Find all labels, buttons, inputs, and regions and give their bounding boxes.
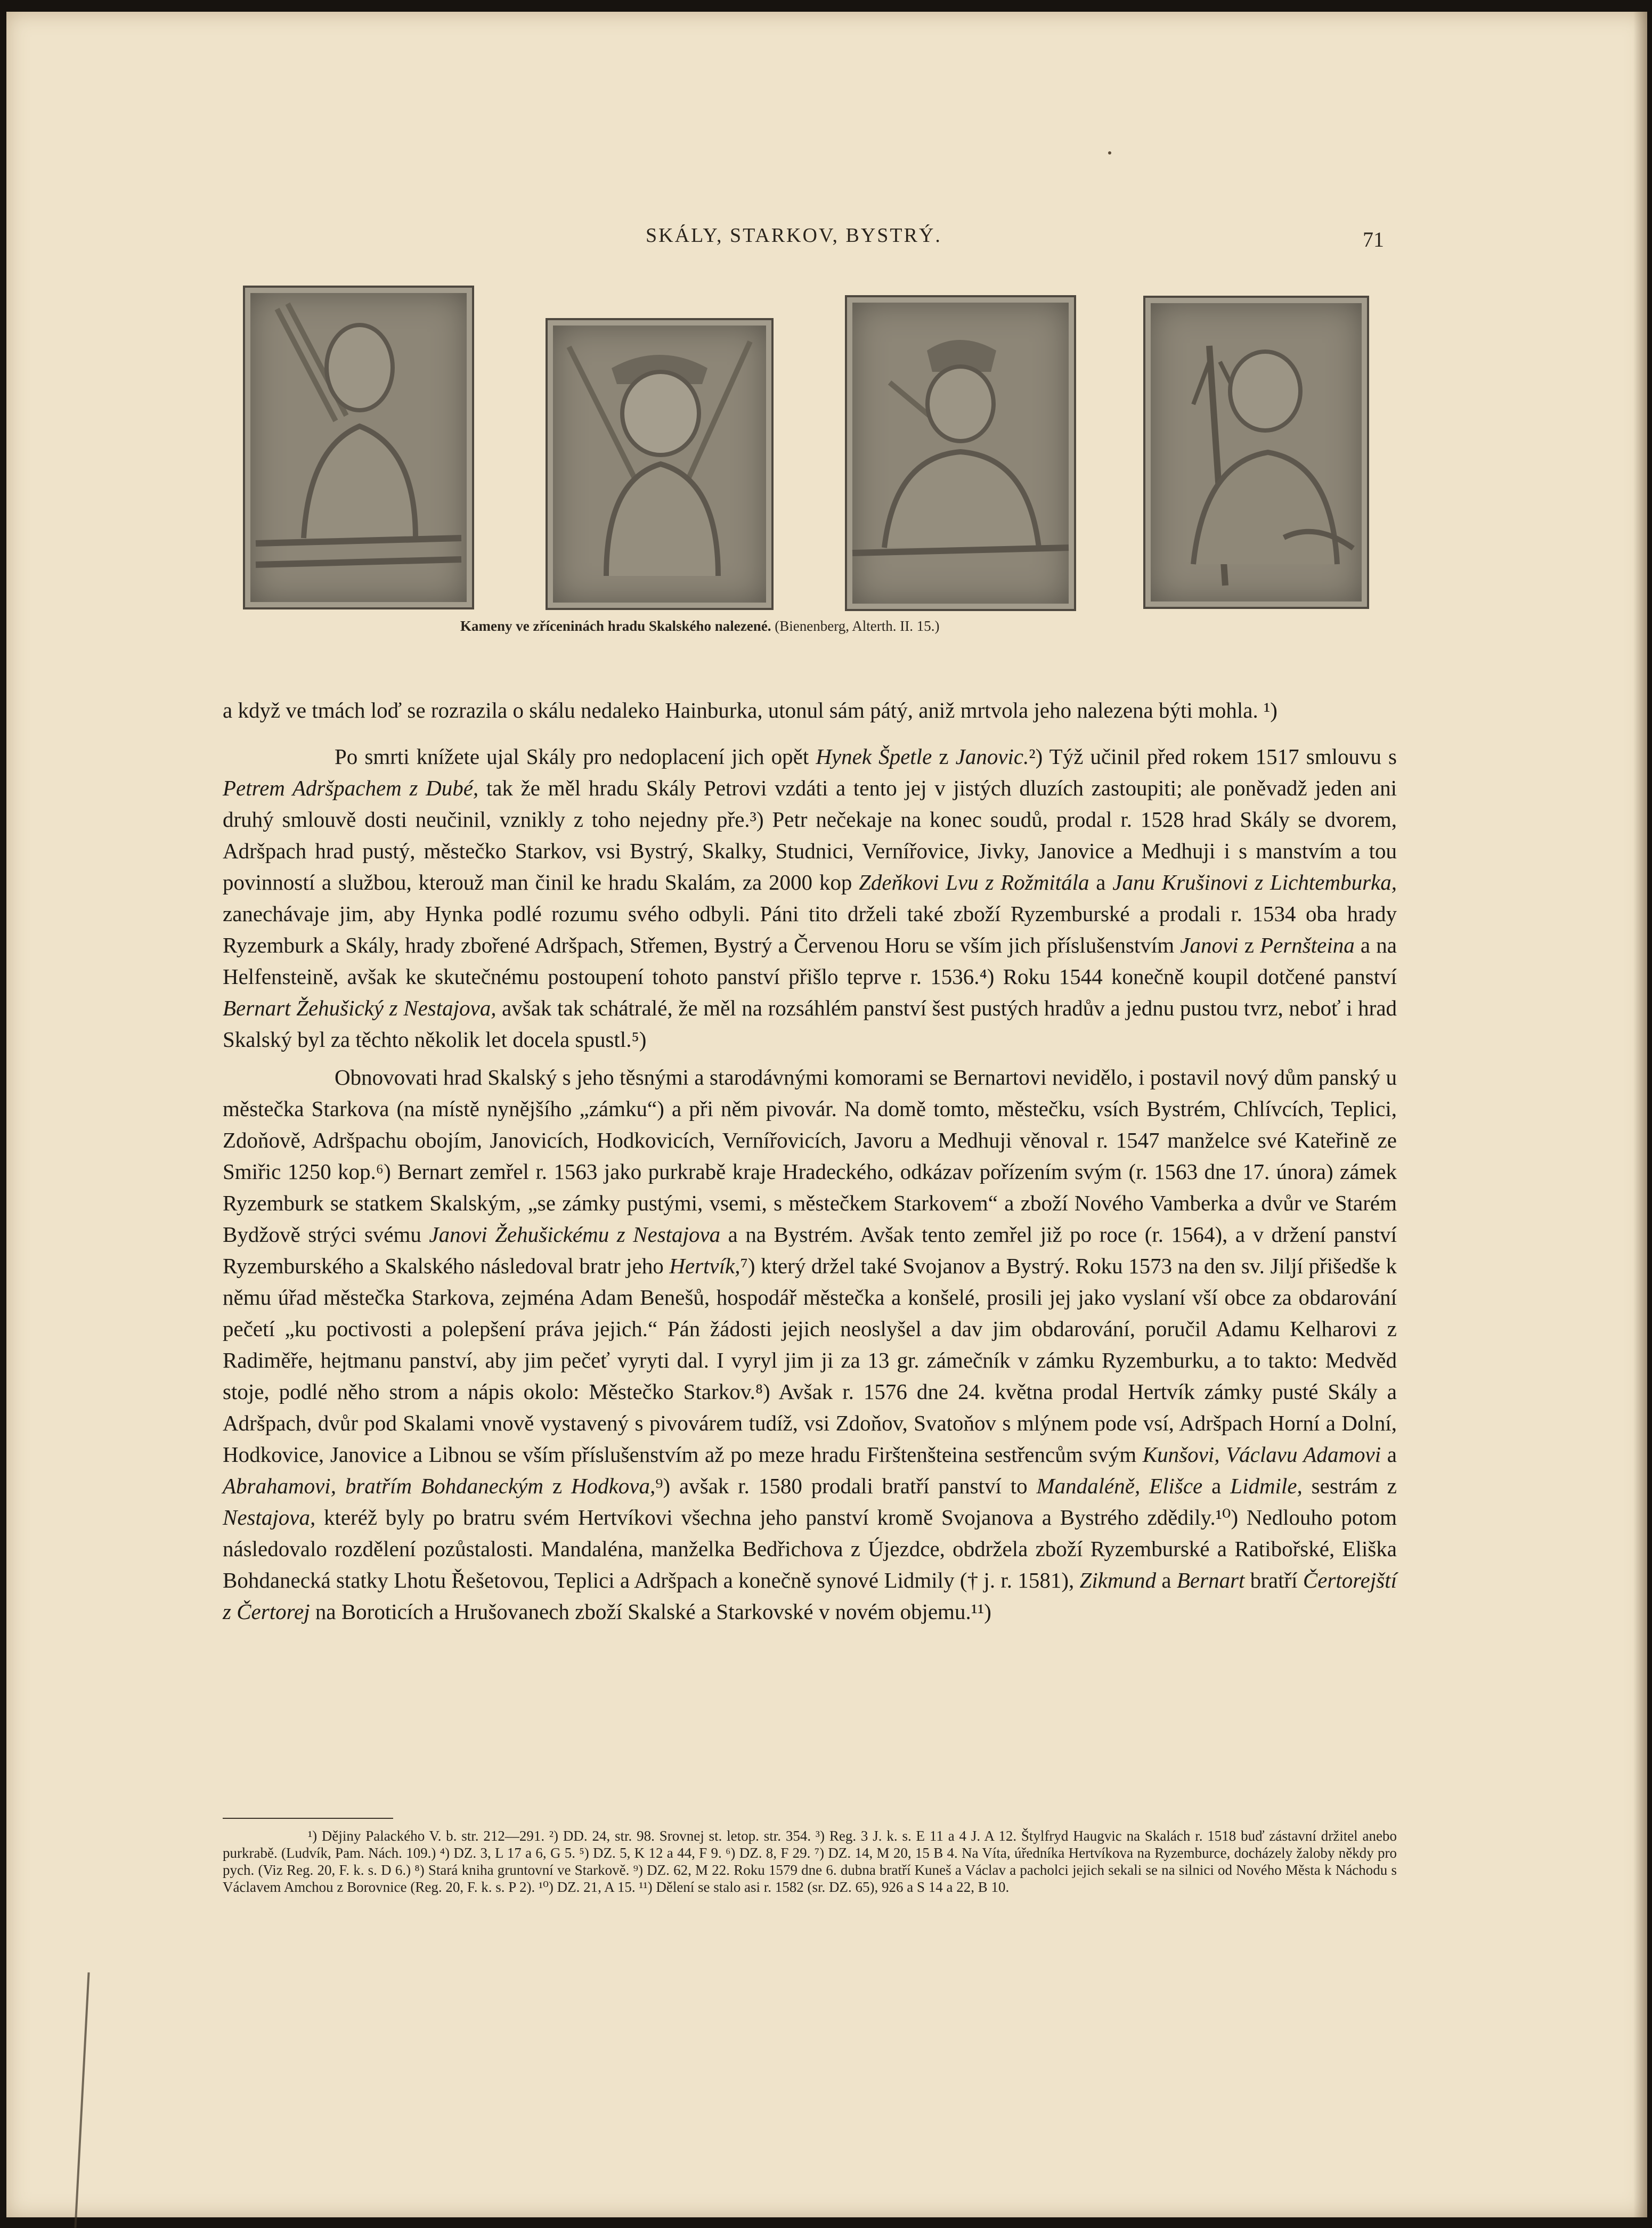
stone-relief-1 xyxy=(243,286,474,609)
footnotes xyxy=(223,1827,1397,1896)
caption-source: (Bienenberg, Alterth. II. 15.) xyxy=(775,618,940,634)
paragraph-2: Obnovovati hrad Skalský s jeho těsnými a starodávnými komorami se Bernartovi nevidělo, i postavil nový dům panský u městečka Starkova (na místě nynějšího „zámku“) a při něm pivovár. Na domě tomto, městečku, vsích Bystrém, Chlívcích, Teplici, Zdoňově, Adršpachu obojím, Janovicích, Hodkovicích, Vernířovicích, Javoru a Medhuji věnoval r. 1547 manželce své Kateřině ze Smiřic 1250 kop.⁶) Bernart zemřel r. 1563 jako purkrabě kraje Hradeckého, odkázav pořízením svým (r. 1563 dne 17. února) zámek Ryzemburk se statkem Skalským, „se zámky pustými, vsemi, s městečkem Starkovem“ a zboží Nového Vamberka a dvůr ve Starém Bydžově strýci svému Janovi Žehušickému z Nestajova a na Bystrém. Avšak tento zemřel již po roce (r. 1564), a v držení panství Ryzemburského a Skalského následoval bratr jeho Hertvík,⁷) který držel také Svojanov a Bystrý. Roku 1573 na den sv. Jiljí přišedše k němu úřad městečka Starkova, zejména Adam Benešů, hospodář městečka a konšelé, prosili jej jako vyslaní vší obce za obdarování pečetí „ku poctivosti a polepšení práva jejich.“ Pán žádosti jejich neoslyšel a dav jim obdarování, poručil Adamu Kelharovi z Radiměře, hejtmanu panství, aby jim pečeť vyryti dal. I vyryl jim ji za 13 gr. zámečník v zámku Ryzemburku, a to takto: Medvěd stoje, podlé něho strom a nápis okolo: Městečko Starkov.⁸) Avšak r. 1576 dne 24. května prodal Hertvík zámky pusté Skály a Adršpach, dvůr pod Skalami vnově vystavený s pivovárem tudíž, vsi Zdoňov, Svatoňov s mlýnem pode vsí, Adršpach Horní a Dolní, Hodkovice, Janovice a Libnou se vším příslušenstvím až po meze hradu Firštenšteina sestřencům svým Kunšovi, Václavu Adamovi a Abrahamovi, bratřím Bohdaneckým z Hodkova,⁹) avšak r. 1580 prodali bratří panství to Mandaléně, Elišce a Lidmile, sestrám z Nestajova, kteréž byly po bratru svém Hertvíkovi všechna jeho panství kromě Svojanova a Bystrého zdědily.¹⁰) Nedlouho potom následovalo rozdělení pozůstalosti. Mandaléna, manželka Bedřichova z Újezdce, obdržela zboží Ryzemburské a Ratibořské, Eliška Bohdanecká statky Lhotu Řešetovou, Teplici a Adršpach a konečně synové Lidmily († j. r. 1581), Zikmund a Bernart bratří Čertorejští z Čertorej na Boroticích a Hrušovanech zboží Skalské a Starkovské v novém objemu.¹¹) xyxy=(223,1065,1397,1624)
relief-figure-icon xyxy=(245,288,472,607)
paragraph-continuation: a když ve tmách loď se rozrazila o skálu nedaleko Hainburka, utonul sám pátý, aniž mrtvola jeho nalezena býti mohla. ¹) xyxy=(223,698,1277,722)
body-text xyxy=(223,695,1397,1628)
page-number: 71 xyxy=(1363,227,1384,251)
paragraph-1: Po smrti knížete ujal Skály pro nedoplacení jich opět Hynek Špetle z Janovic.²) Týž učinil před rokem 1517 smlouvu s Petrem Adršpachem z Dubé, tak že měl hradu Skály Petrovi vzdáti a tento jej v jistých dluzích zastoupiti; ale poněvadž jeden ani druhý smlouvě dosti neučinil, vznikly z toho nejedny pře.³) Petr nečekaje na konec soudů, prodal r. 1528 hrad Skály se dvorem, Adršpach hrad pustý, městečko Starkov, vsi Bystrý, Skalky, Studnici, Vernířovice, Jivky, Janovice a Medhuji i s manstvím a tou povinností a službou, kterouž man činil ke hradu Skalám, za 2000 kop Zdeňkovi Lvu z Rožmitála a Janu Krušinovi z Lichtemburka, zanechávaje jim, aby Hynka podlé rozumu svého odbyli. Páni tito drželi také zboží Ryzemburské a prodali r. 1534 oba hrady Ryzemburk a Skály, hrady zbořené Adršpach, Střemen, Bystrý a Červenou Horu se vším jich příslušenstvím Janovi z Pernšteina a na Helfensteině, avšak ke skutečnému postoupení tohoto panství přišlo teprve r. 1536.⁴) Roku 1544 konečně koupil dotčené panství Bernart Žehušický z Nestajova, avšak tak schátralé, že měl na rozsáhlém panství šest pustých hradův a jednu pustou tvrz, neboť i hrad Skalský byl za těchto několik let docela spustl.⁵) xyxy=(223,744,1397,1052)
stone-relief-2 xyxy=(546,318,774,610)
scan-streak xyxy=(74,1972,89,2228)
caption-title: Kameny ve zříceninách hradu Skalského nalezené. xyxy=(460,618,771,634)
footnote-rule xyxy=(223,1818,393,1819)
relief-figure-icon xyxy=(847,297,1074,609)
relief-figure-icon xyxy=(1145,298,1367,607)
footnote-block: ¹) Dějiny Palackého V. b. str. 212—291. ²) DD. 24, str. 98. Srovnej st. letop. str. 354. ³) Reg. 3 J. k. s. E 11 a 4 J. A 12. Štylfryd Haugvic na Skalách r. 1518 buď zástavní držitel anebo purkrabě. (Ludvík, Pam. Nách. 109.) ⁴) DZ. 3, L 17 a 6, G 5. ⁵) DZ. 5, K 12 a 44, F 9. ⁶) DZ. 8, F 29. ⁷) DZ. 14, M 20, 15 B 4. Na Víta, úředníka Hertvíkova na Ryzemburce, docházely žaloby někdy pro pych. (Viz Reg. 20, F. k. s. D 6.) ⁸) Stará kniha gruntovní ve Starkově. ⁹) DZ. 62, M 22. Roku 1579 dne 6. dubna bratří Kuneš a Václav a pacholci jejich sekali se na silnici od Nového Města k Náchodu s Václavem Amchou z Borovnice (Reg. 20, F. k. s. P 2). ¹⁰) DZ. 21, A 15. ¹¹) Dělení se stalo asi r. 1582 (sr. DZ. 65), 926 a S 14 a 22, B 10. xyxy=(223,1828,1397,1895)
running-title: SKÁLY, STARKOV, BYSTRÝ. xyxy=(646,224,942,247)
book-page xyxy=(6,12,1647,2217)
paper-speck xyxy=(1108,151,1111,155)
stone-relief-3 xyxy=(845,295,1076,611)
figure-caption xyxy=(460,618,939,635)
stone-relief-4 xyxy=(1143,296,1369,609)
relief-figure-icon xyxy=(548,320,771,608)
